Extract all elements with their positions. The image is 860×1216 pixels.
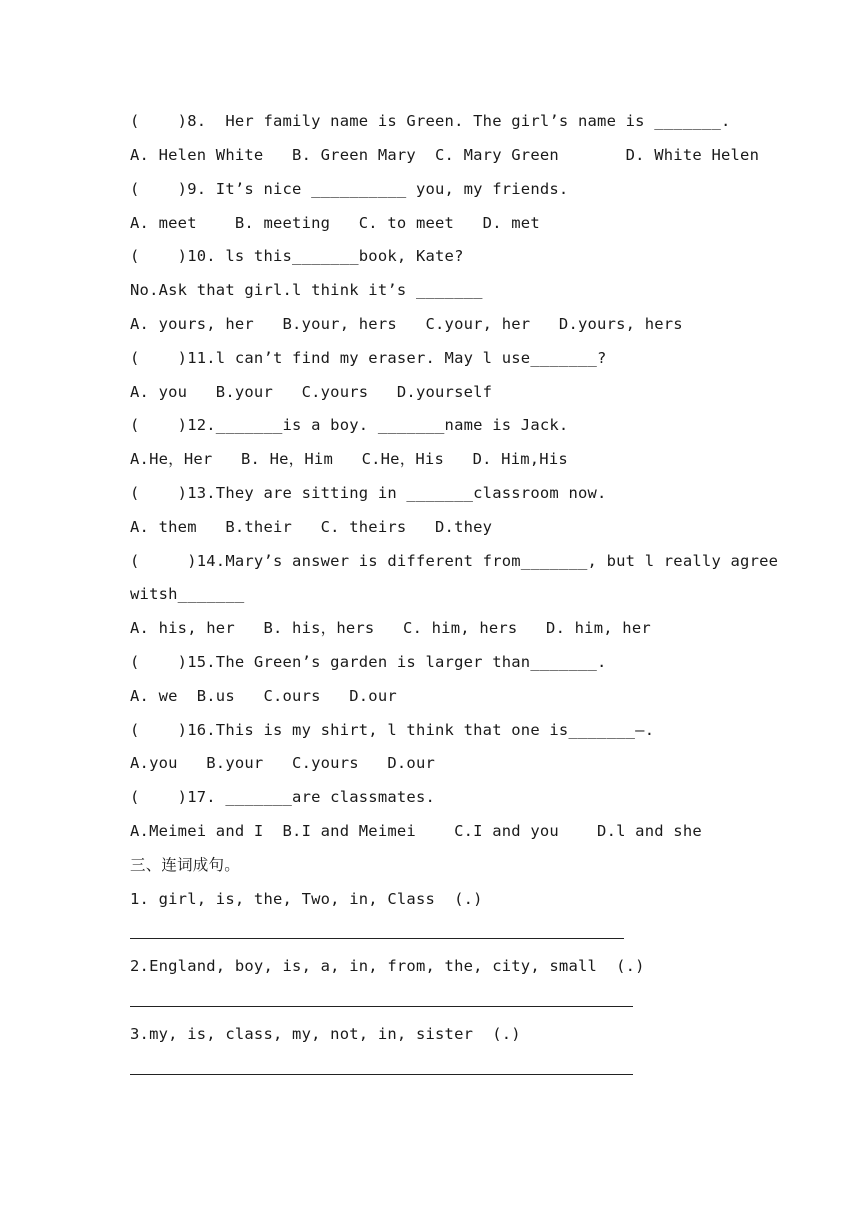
question-11: ( )11.l can’t find my eraser. May l use_______? bbox=[130, 349, 607, 367]
answer-line-2 bbox=[130, 1006, 633, 1007]
question-13-options: A. them B.their C. theirs D.they bbox=[130, 518, 493, 536]
question-8-options: A. Helen White B. Green Mary C. Mary Green D. White Helen bbox=[130, 146, 760, 164]
question-13: ( )13.They are sitting in _______classroom now. bbox=[130, 484, 607, 502]
question-10: ( )10. ls this_______book, Kate? bbox=[130, 247, 464, 265]
question-11-options: A. you B.your C.yours D.yourself bbox=[130, 383, 493, 401]
question-10-continued: No.Ask that girl.l think it’s _______ bbox=[130, 281, 483, 299]
question-12-options: A.He，Her B. He，Him C.He，His D. Him,His bbox=[130, 450, 568, 468]
question-14-options: A. his, her B. his，hers C. him, hers D. him, her bbox=[130, 619, 651, 637]
question-14-continued: witsh_______ bbox=[130, 585, 245, 603]
answer-line-1 bbox=[130, 938, 624, 939]
question-10-options: A. yours, her B.your, hers C.your, her D.yours, hers bbox=[130, 315, 683, 333]
question-12: ( )12._______is a boy. _______name is Jack. bbox=[130, 416, 569, 434]
sentence-task-2: 2.England, boy, is, a, in, from, the, city, small (.) bbox=[130, 957, 645, 975]
answer-line-3 bbox=[130, 1074, 633, 1075]
sentence-task-3: 3.my, is, class, my, not, in, sister (.) bbox=[130, 1025, 521, 1043]
question-17: ( )17. _______are classmates. bbox=[130, 788, 436, 806]
section-heading: 三、连词成句。 bbox=[130, 856, 240, 874]
question-9-options: A. meet B. meeting C. to meet D. met bbox=[130, 214, 540, 232]
question-14: ( )14.Mary’s answer is different from_______, but l really agree bbox=[130, 552, 779, 570]
sentence-task-1: 1. girl, is, the, Two, in, Class (.) bbox=[130, 890, 483, 908]
question-8: ( )8. Her family name is Green. The girl’s name is _______. bbox=[130, 112, 731, 130]
question-17-options: A.Meimei and I B.I and Meimei C.I and you D.l and she bbox=[130, 822, 702, 840]
question-9: ( )9. It’s nice __________ you, my friends. bbox=[130, 180, 569, 198]
question-15: ( )15.The Green’s garden is larger than_______. bbox=[130, 653, 607, 671]
question-16-options: A.you B.your C.yours D.our bbox=[130, 754, 436, 772]
question-16: ( )16.This is my shirt, l think that one is_______–. bbox=[130, 721, 655, 739]
question-15-options: A. we B.us C.ours D.our bbox=[130, 687, 397, 705]
